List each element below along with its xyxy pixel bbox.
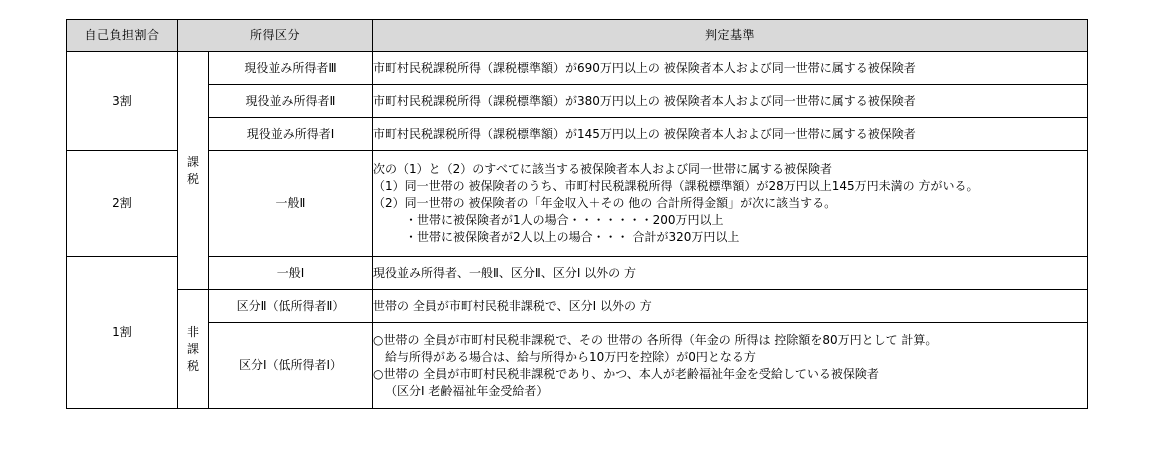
criteria-line: 市町村民税課税所得（課税標準額）が690万円以上の 被保険者本人および同一世帯に属する被保険者 <box>373 60 916 75</box>
header-category: 所得区分 <box>178 20 373 52</box>
header-row <box>67 20 1088 52</box>
tax-taxed-label <box>178 52 209 290</box>
table-row <box>67 85 1088 118</box>
tax-char: 税 <box>186 171 199 186</box>
table-row <box>67 118 1088 151</box>
criteria-cell <box>373 85 1088 118</box>
tax-nontaxed-label <box>178 290 209 409</box>
criteria-cell <box>373 257 1088 290</box>
criteria-line: （区分Ⅰ 老齢福祉年金受給者） <box>385 383 549 398</box>
tax-char: 課 <box>186 341 199 356</box>
header-criteria: 判定基準 <box>373 20 1088 52</box>
criteria-line: ・世帯に被保険者が2人以上の場合・・・ 合計が320万円以上 <box>405 230 740 244</box>
criteria-line: 市町村民税課税所得（課税標準額）が145万円以上の 被保険者本人および同一世帯に属する被保険者 <box>373 126 916 141</box>
ratio-1: 1割 <box>67 257 178 409</box>
header-ratio: 自己負担割合 <box>67 20 178 52</box>
table-row <box>67 257 1088 290</box>
category-cell: 現役並み所得者Ⅱ <box>209 85 373 118</box>
criteria-cell <box>373 151 1088 257</box>
criteria-cell <box>373 52 1088 85</box>
criteria-line: ○世帯の 全員が市町村民税非課税であり、かつ、本人が老齢福祉年金を受給している被保険者 <box>373 366 879 381</box>
criteria-cell <box>373 118 1088 151</box>
ratio-2: 2割 <box>67 151 178 257</box>
category-cell: 区分Ⅰ（低所得者Ⅰ） <box>209 323 373 409</box>
table-row <box>67 151 1088 257</box>
tax-char: 課 <box>186 154 199 169</box>
criteria-line: （1）同一世帯の 被保険者のうち、市町村民税課税所得（課税標準額）が28万円以上145万円未満の 方がいる。 <box>373 179 979 193</box>
criteria-line: 市町村民税課税所得（課税標準額）が380万円以上の 被保険者本人および同一世帯に属する被保険者 <box>373 93 916 108</box>
category-cell: 一般Ⅱ <box>209 151 373 257</box>
criteria-line: 現役並み所得者、一般Ⅱ、区分Ⅱ、区分Ⅰ 以外の 方 <box>373 265 636 280</box>
criteria-line: 給与所得がある場合は、給与所得から10万円を控除）が0円となる方 <box>385 349 756 364</box>
table-row <box>67 52 1088 85</box>
tax-char: 非 <box>186 324 199 339</box>
criteria-line: 世帯の 全員が市町村民税非課税で、区分Ⅰ 以外の 方 <box>373 298 652 313</box>
tax-char: 税 <box>186 358 199 373</box>
criteria-line: ・世帯に被保険者が1人の場合・・・・・・・200万円以上 <box>405 213 724 227</box>
criteria-cell <box>373 290 1088 323</box>
category-cell: 現役並み所得者Ⅲ <box>209 52 373 85</box>
table-row <box>67 323 1088 409</box>
criteria-cell <box>373 323 1088 409</box>
criteria-line: （2）同一世帯の 被保険者の「年金収入＋その 他の 合計所得金額」が次に該当する。 <box>373 196 837 210</box>
table-row <box>67 290 1088 323</box>
copayment-ratio-table <box>66 19 1088 409</box>
category-cell: 区分Ⅱ（低所得者Ⅱ） <box>209 290 373 323</box>
category-cell: 一般Ⅰ <box>209 257 373 290</box>
ratio-3: 3割 <box>67 52 178 151</box>
criteria-line: 次の（1）と（2）のすべてに該当する被保険者本人および同一世帯に属する被保険者 <box>373 162 833 176</box>
category-cell: 現役並み所得者Ⅰ <box>209 118 373 151</box>
criteria-line: ○世帯の 全員が市町村民税非課税で、その 世帯の 各所得（年金の 所得は 控除額を80万円として 計算。 <box>373 332 938 347</box>
